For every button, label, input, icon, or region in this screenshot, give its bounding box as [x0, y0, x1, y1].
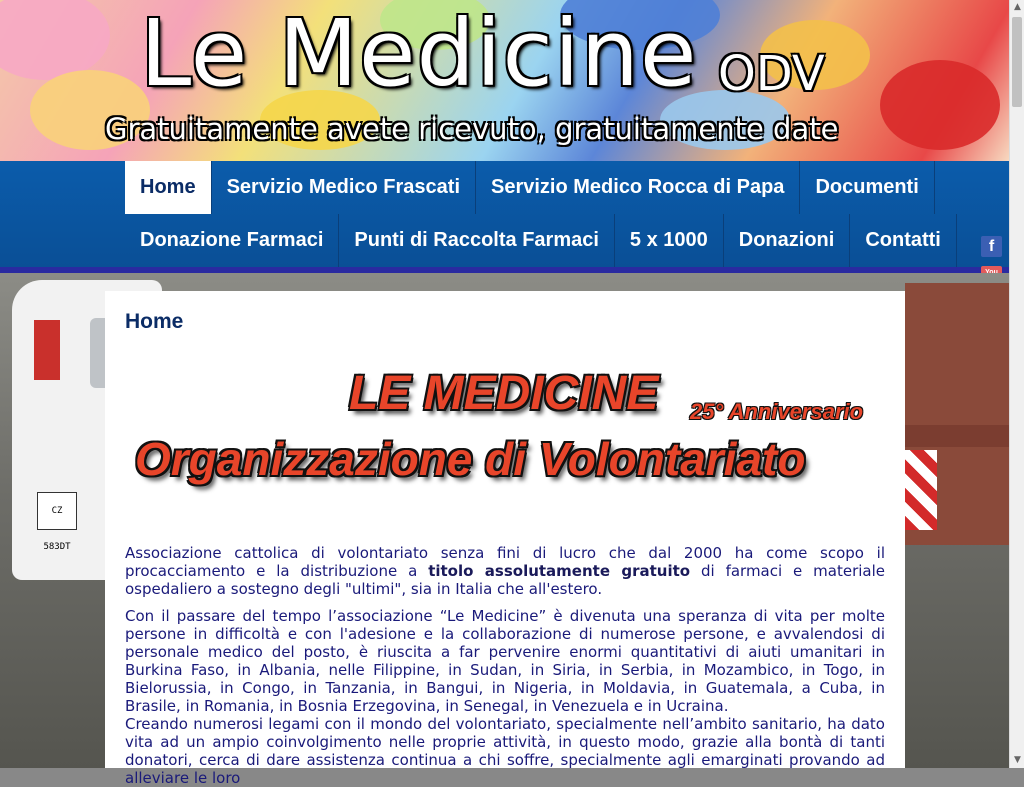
pill-decoration	[0, 0, 110, 80]
site-title-suffix: ODV	[718, 46, 825, 102]
nav-item-documenti[interactable]: Documenti	[800, 161, 934, 214]
paragraph-intro	[125, 544, 885, 598]
page-title: Home	[125, 310, 184, 333]
nav-item-home[interactable]: Home	[125, 161, 212, 214]
caritas-logo	[34, 320, 60, 380]
main-nav	[0, 161, 1009, 273]
nav-row-2	[125, 214, 957, 267]
background-table	[905, 425, 1009, 447]
background-barrier	[905, 450, 937, 530]
nav-item-servizio-medico-rocca-di-papa[interactable]: Servizio Medico Rocca di Papa	[476, 161, 800, 214]
scroll-down-arrow-icon[interactable]: ▼	[1014, 755, 1021, 765]
nav-row-1	[125, 161, 935, 214]
page-scrollbar[interactable]	[1009, 0, 1024, 768]
license-plate: CZ 583DT	[37, 492, 77, 530]
organization-logo	[135, 366, 875, 506]
paragraph-intro-end: di farmaci e materiale ospedaliero a sostegno degli "ultimi", sia in Italia che all'estero.	[125, 562, 886, 598]
header-banner	[0, 0, 1009, 161]
paragraph-history: Con il passare del tempo l’associazione “Le Medicine” è divenuta una speranza di vita per molte persone in difficoltà e con l'adesione e la collaborazione di numerose persone, e avvalendosi di personale medico del posto, è riuscita a far pervenire enormi quantitativi di aiuti umanitari in Burkina Faso, in Albania, nelle Filippine, in Sudan, in Siria, in Serbia, in Mozambico, in Togo, in Bielorussia, in Congo, in Tanzania, in Bangui, in Nigeria, in Moldavia, in Guatemala, a Cuba, in Brasile, in Romania, in Bosnia Erzegovina, in Senegal, in Venezuela e in Ucraina.	[125, 607, 885, 715]
scrollbar-thumb[interactable]	[1012, 17, 1022, 107]
site-tagline: Gratuitamente avete ricevuto, gratuitamente date	[105, 112, 839, 146]
nav-item-donazione-farmaci[interactable]: Donazione Farmaci	[125, 214, 339, 267]
nav-item-5x1000[interactable]: 5 x 1000	[615, 214, 724, 267]
logo-subtitle-text: Organizzazione di Volontariato	[135, 433, 806, 485]
paragraph-intro-bold: titolo assolutamente gratuito	[428, 562, 691, 580]
nav-item-contatti[interactable]: Contatti	[850, 214, 957, 267]
article-body	[125, 544, 885, 787]
paragraph-volunteering: Creando numerosi legami con il mondo del volontariato, specialmente nell’ambito sanitario, ha dato vita ad un ampio coinvolgimento nelle proprie attività, in questo modo, grazie alla bontà di tanti donatori, cerca di dare assistenza continua a chi soffre, specialmente agli emarginati provando ad alleviare le loro	[125, 715, 885, 787]
pill-decoration	[880, 60, 1000, 150]
main-content	[105, 291, 905, 787]
scroll-up-arrow-icon[interactable]: ▲	[1014, 2, 1021, 12]
logo-main-text: LE MEDICINE	[349, 367, 659, 420]
logo-anniversary-text: 25° Anniversario	[690, 399, 864, 424]
nav-item-servizio-medico-frascati[interactable]: Servizio Medico Frascati	[212, 161, 476, 214]
facebook-icon[interactable]: f	[981, 236, 1002, 257]
paragraph-intro-start: Associazione cattolica di volontariato senza fini di lucro che dal 2000 ha come scopo il procacciamento e la distribuzione a	[125, 544, 885, 580]
site-title[interactable]: Le Medicine	[140, 0, 698, 107]
nav-item-donazioni[interactable]: Donazioni	[724, 214, 851, 267]
nav-item-punti-di-raccolta-farmaci[interactable]: Punti di Raccolta Farmaci	[339, 214, 615, 267]
